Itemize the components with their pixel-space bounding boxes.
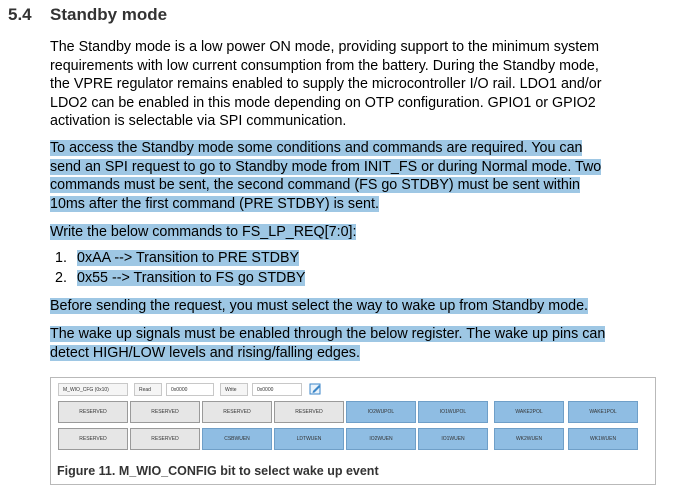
list-text: 0xAA --> Transition to PRE STDBY [77, 250, 300, 266]
register-name-field[interactable]: M_WIO_CFG (0x10) [58, 383, 128, 396]
read-value-field[interactable]: 0x0000 [166, 383, 214, 396]
paragraph-standby-intro [50, 38, 660, 131]
figure-caption: Figure 11. M_WIO_CONFIG bit to select wake up event [57, 464, 379, 478]
highlighted-text-line: send an SPI request to go to Standby mode from INIT_FS or during Normal mode. Two [50, 158, 602, 175]
bit-cell[interactable]: WK2WUEN [494, 428, 564, 450]
list-number: 1. [55, 250, 67, 266]
section-number: 5.4 [8, 5, 32, 24]
paragraph-wake-select [50, 297, 660, 316]
list-number: 2. [55, 270, 67, 286]
bit-cell[interactable]: RESERVED [58, 401, 128, 423]
section-heading [8, 5, 167, 25]
write-button[interactable]: Write [220, 383, 248, 396]
text-line: activation is selectable via SPI communication. [50, 113, 347, 130]
paragraph-write-commands [50, 223, 660, 242]
list-text: 0x55 --> Transition to FS go STDBY [77, 270, 306, 286]
bit-cell[interactable]: RESERVED [274, 401, 344, 423]
text-line: LDO2 can be enabled in this mode depending on OTP configuration. GPIO1 or GPIO2 [50, 94, 596, 111]
paragraph-wake-signals [50, 325, 660, 362]
bit-cell[interactable]: WK1WUEN [568, 428, 638, 450]
list-item [55, 268, 305, 288]
command-list [55, 248, 305, 288]
bit-cell[interactable]: RESERVED [130, 428, 200, 450]
bit-cell[interactable]: RESERVED [58, 428, 128, 450]
edit-icon[interactable] [309, 382, 322, 395]
text-line: requirements with low current consumption from the battery. During the Standby mode, [50, 57, 599, 74]
bit-cell[interactable]: RESERVED [130, 401, 200, 423]
section-title: Standby mode [50, 5, 168, 24]
bit-cell[interactable]: IO1WUPOL [418, 401, 488, 423]
list-item [55, 248, 305, 268]
highlighted-text-line: commands must be sent, the second command (FS go STDBY) must be sent within [50, 177, 581, 194]
read-button[interactable]: Read [134, 383, 162, 396]
bit-cell[interactable]: RESERVED [202, 401, 272, 423]
bit-cell[interactable]: LDTWUEN [274, 428, 344, 450]
bit-cell[interactable]: IO2WUEN [346, 428, 416, 450]
highlighted-text-line: To access the Standby mode some conditions and commands are required. You can [50, 140, 583, 156]
bit-cell[interactable]: WAKE2POL [494, 401, 564, 423]
text-line: The Standby mode is a low power ON mode, providing support to the minimum system [50, 39, 600, 55]
bit-cell[interactable]: IO2WUPOL [346, 401, 416, 423]
text-line: the VPRE regulator remains enabled to supply the microcontroller I/O rail. LDO1 and/or [50, 76, 602, 93]
bit-cell[interactable]: IO1WUEN [418, 428, 488, 450]
highlighted-text-line: detect HIGH/LOW levels and rising/falling edges. [50, 344, 360, 361]
write-value-field[interactable]: 0x0000 [252, 383, 302, 396]
bit-cell[interactable]: CSBWUEN [202, 428, 272, 450]
highlighted-text-line: Before sending the request, you must select the way to wake up from Standby mode. [50, 298, 589, 314]
figure-register-config [50, 377, 656, 485]
highlighted-text-line: 10ms after the first command (PRE STDBY) is sent. [50, 195, 379, 212]
highlighted-text-line: Write the below commands to FS_LP_REQ[7:0]: [50, 224, 357, 240]
paragraph-access-standby [50, 139, 660, 213]
highlighted-text-line: The wake up signals must be enabled through the below register. The wake up pins can [50, 326, 606, 342]
register-toolbar [58, 383, 638, 399]
bit-cell[interactable]: WAKE1POL [568, 401, 638, 423]
